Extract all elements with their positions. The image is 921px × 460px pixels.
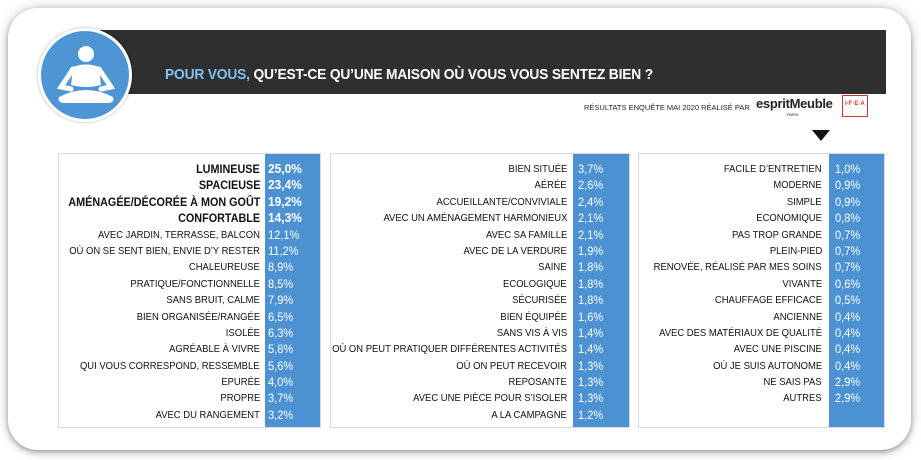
item-label: ISOLÉE <box>225 326 260 339</box>
brand-logo: espritMeuble <box>756 96 833 111</box>
item-value: 11,2% <box>268 243 299 258</box>
page-title <box>165 66 653 86</box>
item-label: AVEC UNE PISCINE <box>733 343 822 356</box>
list-item <box>639 374 884 390</box>
list-item <box>331 194 629 210</box>
item-value: 1,8% <box>578 260 604 275</box>
item-value: 2,9% <box>835 391 861 406</box>
item-value: 0,9% <box>835 194 861 209</box>
item-label: SPACIEUSE <box>198 178 260 193</box>
item-value: 19,2% <box>268 193 302 209</box>
item-label: PRATIQUE/FONCTIONNELLE <box>130 277 260 290</box>
list-item <box>59 227 320 243</box>
list-item <box>59 194 320 210</box>
item-value: 3,7% <box>578 162 604 176</box>
list-item <box>331 210 629 226</box>
item-label: AMÉNAGÉE/DÉCORÉE À MON GOÛT <box>67 194 260 209</box>
item-value: 0,4% <box>835 309 861 324</box>
item-label: SÉCURISÉE <box>512 294 567 307</box>
item-label: BIEN SITUÉE <box>508 163 567 175</box>
item-value: 0,8% <box>835 211 861 226</box>
item-label: PLEIN-PIED <box>769 244 822 257</box>
item-value: 3,7% <box>268 391 294 406</box>
item-label: MODERNE <box>773 179 822 192</box>
item-value: 0,6% <box>835 276 861 291</box>
item-label: OÙ ON SE SENT BIEN, ENVIE D’Y RESTER <box>69 244 260 257</box>
item-value: 6,3% <box>268 325 294 340</box>
item-value: 23,4% <box>268 177 302 193</box>
item-value: 1,3% <box>578 358 604 373</box>
list-item <box>639 161 884 177</box>
item-value: 7,9% <box>268 293 294 308</box>
item-label: PAS TROP GRANDE <box>732 228 822 241</box>
list-item <box>331 227 629 243</box>
list-item <box>331 292 629 308</box>
item-label: LUMINEUSE <box>196 162 260 176</box>
item-label: REPOSANTE <box>508 376 567 389</box>
rows-list <box>331 161 629 423</box>
list-item <box>59 358 320 374</box>
item-value: 1,8% <box>578 276 604 291</box>
list-item <box>59 309 320 325</box>
item-value: 2,1% <box>578 211 604 226</box>
item-value: 1,6% <box>578 309 604 324</box>
item-value: 0,5% <box>835 293 861 308</box>
item-label: PROPRE <box>220 392 260 405</box>
item-value: 0,7% <box>835 227 861 242</box>
list-item <box>331 390 629 406</box>
item-value: 2,9% <box>835 375 861 390</box>
item-label: SANS BRUIT, CALME <box>166 294 260 307</box>
item-value: 1,0% <box>835 162 861 176</box>
list-item <box>331 276 629 292</box>
list-item <box>59 210 320 226</box>
item-label: AVEC DU RANGEMENT <box>155 408 260 421</box>
item-value: 1,8% <box>578 293 604 308</box>
item-value: 0,4% <box>835 325 861 340</box>
item-label: AVEC SA FAMILLE <box>485 228 567 241</box>
list-item <box>331 341 629 357</box>
item-value: 0,4% <box>835 342 861 357</box>
list-item <box>59 325 320 341</box>
list-item <box>639 227 884 243</box>
list-item <box>639 194 884 210</box>
list-item <box>331 407 629 423</box>
list-item <box>331 177 629 193</box>
list-item <box>331 374 629 390</box>
item-value: 3,2% <box>268 407 294 422</box>
item-label: ECOLOGIQUE <box>503 277 567 290</box>
item-label: SIMPLE <box>787 195 822 208</box>
list-item <box>639 390 884 406</box>
item-label: AVEC UNE PIÈCE POUR S’ISOLER <box>412 392 567 405</box>
item-value: 1,4% <box>578 325 604 340</box>
item-value: 1,3% <box>578 391 604 406</box>
item-value: 5,8% <box>268 342 294 357</box>
item-value: 0,4% <box>835 358 861 373</box>
list-item <box>59 374 320 390</box>
list-item <box>59 292 320 308</box>
meditation-person-icon <box>38 28 132 122</box>
item-label: CHAUFFAGE EFFICACE <box>714 294 822 307</box>
list-item <box>331 358 629 374</box>
item-label: AVEC UN AMÉNAGEMENT HARMONIEUX <box>383 212 567 225</box>
survey-credit: RÉSULTATS ENQUÊTE MAI 2020 RÉALISÉ PAR <box>584 103 750 112</box>
item-label: AUTRES <box>783 392 822 405</box>
list-item <box>639 292 884 308</box>
item-value: 6,5% <box>268 309 294 324</box>
item-label: EPURÉE <box>221 376 260 389</box>
item-label: OÙ JE SUIS AUTONOME <box>712 359 822 372</box>
title-rest: QU’EST-CE QU’UNE MAISON OÙ VOUS VOUS SENTEZ BIEN ? <box>249 66 653 83</box>
list-item <box>639 243 884 259</box>
item-label: SAINE <box>538 261 567 274</box>
item-value: 1,2% <box>578 407 604 422</box>
list-item <box>59 390 320 406</box>
item-value: 0,9% <box>835 178 861 193</box>
list-item <box>59 407 320 423</box>
item-label: NE SAIS PAS <box>763 376 822 389</box>
list-item <box>59 177 320 193</box>
item-label: ACCUEILLANTE/CONVIVIALE <box>436 195 567 208</box>
list-item <box>331 161 629 177</box>
list-item <box>59 341 320 357</box>
item-label: ECONOMIQUE <box>756 212 822 225</box>
rows-list <box>639 161 884 407</box>
brand-sub: PARIS <box>787 112 799 117</box>
partner-logo <box>842 95 868 117</box>
item-value: 25,0% <box>268 161 302 176</box>
item-label: RENOVÉE, RÉALISÉ PAR MES SOINS <box>654 261 822 274</box>
item-label: AÉRÉE <box>534 179 567 192</box>
arrow-down-icon <box>812 130 830 141</box>
list-item <box>59 259 320 275</box>
list-item <box>639 325 884 341</box>
item-value: 5,6% <box>268 358 294 373</box>
rows-list <box>59 161 320 423</box>
results-column-1 <box>58 153 321 428</box>
item-label: BIEN ÉQUIPÉE <box>500 310 567 323</box>
item-label: CHALEUREUSE <box>189 261 260 274</box>
item-label: OÙ ON PEUT PRATIQUER DIFFÉRENTES ACTIVITÉS <box>332 343 567 356</box>
title-accent: POUR VOUS, <box>165 66 250 83</box>
list-item <box>639 341 884 357</box>
list-item <box>331 243 629 259</box>
results-column-3 <box>638 153 885 428</box>
list-item <box>331 259 629 275</box>
item-value: 4,0% <box>268 375 294 390</box>
partner-logo-text: I·F·E·A <box>845 101 865 107</box>
list-item <box>639 309 884 325</box>
item-label: VIVANTE <box>782 277 822 290</box>
item-value: 8,9% <box>268 260 294 275</box>
item-label: QUI VOUS CORRESPOND, RESSEMBLE <box>80 359 260 372</box>
item-label: AVEC DE LA VERDURE <box>463 244 567 257</box>
item-value: 2,4% <box>578 194 604 209</box>
item-value: 14,3% <box>268 210 302 226</box>
item-value: 8,5% <box>268 276 294 291</box>
item-label: OÙ ON PEUT RECEVOIR <box>456 359 567 372</box>
list-item <box>639 276 884 292</box>
list-item <box>59 161 320 177</box>
item-value: 1,3% <box>578 375 604 390</box>
item-value: 12,1% <box>268 227 300 242</box>
list-item <box>331 325 629 341</box>
item-label: A LA CAMPAGNE <box>491 408 567 421</box>
item-value: 1,9% <box>578 243 604 258</box>
item-label: FACILE D’ENTRETIEN <box>724 163 822 175</box>
results-column-2 <box>330 153 630 428</box>
item-value: 1,4% <box>578 342 604 357</box>
item-label: AVEC JARDIN, TERRASSE, BALCON <box>98 228 260 241</box>
list-item <box>639 177 884 193</box>
item-value: 0,7% <box>835 260 861 275</box>
item-label: ANCIENNE <box>773 310 822 323</box>
list-item <box>639 210 884 226</box>
item-value: 2,6% <box>578 178 604 193</box>
item-label: CONFORTABLE <box>178 211 260 226</box>
list-item <box>59 243 320 259</box>
list-item <box>639 259 884 275</box>
item-label: BIEN ORGANISÉE/RANGÉE <box>136 310 260 323</box>
item-value: 2,1% <box>578 227 604 242</box>
list-item <box>331 309 629 325</box>
item-value: 0,7% <box>835 243 861 258</box>
item-label: AGRÉABLE À VIVRE <box>169 343 260 356</box>
item-label: SANS VIS À VIS <box>496 326 567 339</box>
list-item <box>59 276 320 292</box>
list-item <box>639 358 884 374</box>
item-label: AVEC DES MATÉRIAUX DE QUALITÉ <box>659 326 822 339</box>
